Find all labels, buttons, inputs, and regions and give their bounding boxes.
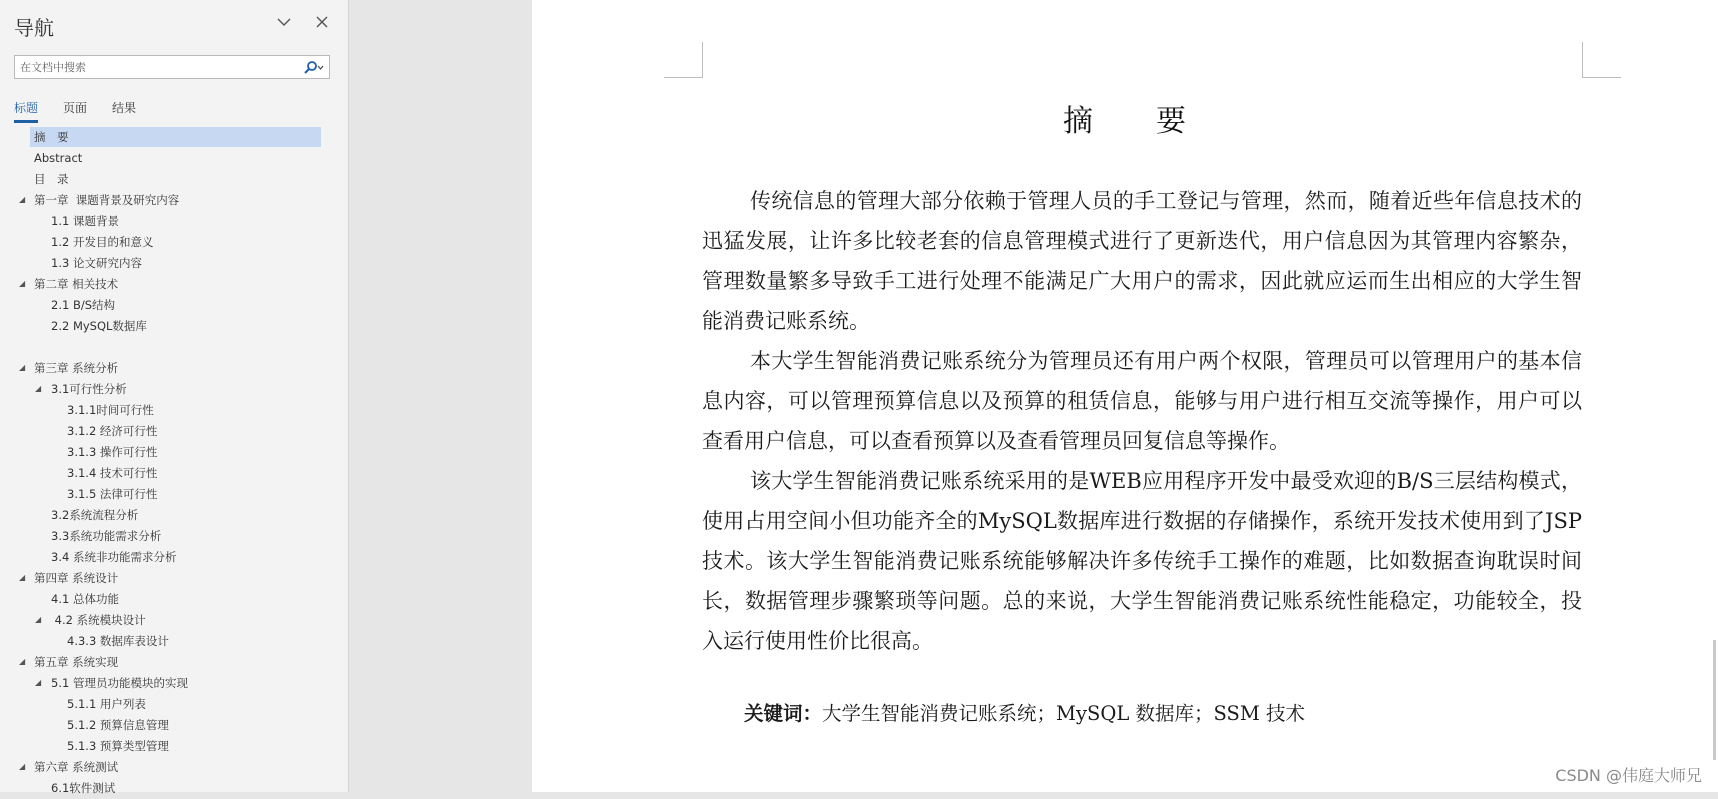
nav-item[interactable] (0, 568, 349, 589)
nav-item[interactable] (0, 190, 349, 211)
nav-item-label: 3.1.4 技术可行性 (67, 466, 158, 480)
nav-item-label: 3.1.1时间可行性 (67, 403, 154, 417)
chevron-down-icon (277, 17, 291, 27)
nav-item-label: 第四章 系统设计 (34, 571, 119, 585)
nav-item[interactable] (0, 274, 349, 295)
nav-item-label: 1.3 论文研究内容 (51, 256, 142, 270)
search-field[interactable] (14, 55, 330, 79)
tab-pages[interactable]: 页面 (63, 101, 88, 115)
expand-arrow-icon[interactable]: ◢ (19, 195, 26, 204)
nav-item[interactable] (0, 232, 349, 253)
nav-item[interactable] (0, 547, 349, 568)
nav-tabs (14, 99, 161, 123)
scrollbar-thumb[interactable] (1713, 640, 1716, 760)
expand-arrow-icon[interactable]: ◢ (35, 678, 42, 687)
tab-headings[interactable]: 标题 (14, 99, 38, 123)
nav-item-label: 5.1.3 预算类型管理 (67, 739, 169, 753)
nav-item-label: 3.2系统流程分析 (51, 508, 139, 522)
nav-item[interactable] (0, 631, 349, 652)
abstract-paragraph-3: 该大学生智能消费记账系统采用的是WEB应用程序开发中最受欢迎的B/S三层结构模式，使用占用空间小但功能齐全的MySQL数据库进行数据的存储操作，系统开发技术使用到了JSP技术。该大学生智能消费记账系统能够解决许多传统手工操作的难题，比如数据查询耽误时间长，数据管理步骤繁琐等问题。总的来说，大学生智能消费记账系统性能稳定，功能较全，投入运行使用性价比很高。 (702, 469, 1582, 653)
nav-item[interactable] (0, 463, 349, 484)
abstract-paragraph-1: 传统信息的管理大部分依赖于管理人员的手工登记与管理，然而，随着近些年信息技术的迅猛发展，让许多比较老套的信息管理模式进行了更新迭代，用户信息因为其管理内容繁杂，管理数量繁多导致手工进行处理不能满足广大用户的需求，因此就应运而生出相应的大学生智能消费记账系统。 (702, 189, 1582, 333)
document-scrollbar[interactable] (1706, 0, 1718, 792)
nav-item[interactable] (0, 694, 349, 715)
nav-item-label: 3.3系统功能需求分析 (51, 529, 162, 543)
nav-item-label: 2.2 MySQL数据库 (51, 319, 147, 333)
margin-corner-top-left (664, 42, 703, 78)
nav-item-label: 5.1.1 用户列表 (67, 697, 146, 711)
nav-item[interactable] (0, 778, 349, 799)
nav-item[interactable] (0, 316, 349, 337)
nav-item-label: 第六章 系统测试 (34, 760, 119, 774)
expand-arrow-icon[interactable]: ◢ (19, 573, 26, 582)
nav-options-button[interactable] (274, 12, 294, 32)
nav-item-label: 3.1可行性分析 (51, 382, 127, 396)
expand-arrow-icon[interactable]: ◢ (19, 762, 26, 771)
nav-item-label: 摘 要 (30, 127, 321, 147)
nav-item[interactable] (0, 673, 349, 694)
expand-arrow-icon[interactable]: ◢ (19, 363, 26, 372)
search-icon (303, 61, 325, 75)
nav-item-label: 目 录 (34, 172, 69, 186)
nav-item[interactable] (0, 253, 349, 274)
search-input[interactable] (20, 59, 290, 75)
nav-item[interactable] (0, 295, 349, 316)
nav-item-label: 5.1.2 预算信息管理 (67, 718, 169, 732)
tab-results[interactable]: 结果 (112, 101, 137, 115)
nav-item-label: 5.1 管理员功能模块的实现 (51, 676, 188, 690)
nav-item-label: 第二章 相关技术 (34, 277, 119, 291)
document-page (532, 0, 1718, 792)
navigation-pane (0, 0, 349, 795)
margin-corner-top-right (1582, 42, 1621, 78)
abstract-heading: 摘 要 (1063, 104, 1187, 139)
nav-item[interactable] (0, 379, 349, 400)
keywords-line (744, 698, 1305, 726)
nav-item-label: 4.3.3 数据库表设计 (67, 634, 169, 648)
watermark: CSDN @伟庭大师兄 (1555, 766, 1702, 785)
nav-item-label: 3.4 系统非功能需求分析 (51, 550, 177, 564)
nav-item-label: 3.1.2 经济可行性 (67, 424, 158, 438)
nav-item[interactable] (0, 358, 349, 379)
nav-item[interactable] (0, 715, 349, 736)
nav-item-label: 2.1 B/S结构 (51, 298, 116, 312)
nav-item[interactable] (0, 652, 349, 673)
nav-item[interactable] (0, 211, 349, 232)
nav-item-selected[interactable] (0, 127, 349, 148)
nav-item[interactable] (0, 610, 349, 631)
keywords-label: 关键词： (744, 702, 823, 725)
nav-item-label: 4.1 总体功能 (51, 592, 119, 606)
nav-item[interactable] (0, 148, 349, 169)
nav-item-label: 1.1 课题背景 (51, 214, 119, 228)
expand-arrow-icon[interactable]: ◢ (19, 657, 26, 666)
workspace-gap (349, 0, 532, 792)
nav-item[interactable] (0, 169, 349, 190)
nav-title: 导航 (14, 16, 54, 40)
nav-item[interactable] (0, 757, 349, 778)
nav-item-label: 3.1.3 操作可行性 (67, 445, 158, 459)
nav-item[interactable] (0, 400, 349, 421)
nav-item-label: 第五章 系统实现 (34, 655, 119, 669)
search-button[interactable] (301, 59, 327, 76)
nav-item[interactable] (0, 589, 349, 610)
nav-item-label: 3.1.5 法律可行性 (67, 487, 158, 501)
nav-item[interactable] (0, 484, 349, 505)
nav-close-button[interactable] (312, 12, 332, 32)
nav-item-label: 6.1软件测试 (51, 781, 116, 795)
nav-item[interactable] (0, 526, 349, 547)
nav-item[interactable] (0, 442, 349, 463)
nav-item-label: 4.2 系统模块设计 (51, 613, 146, 627)
expand-arrow-icon[interactable]: ◢ (19, 279, 26, 288)
nav-item[interactable] (0, 421, 349, 442)
nav-item[interactable] (0, 505, 349, 526)
keywords-text: 大学生智能消费记账系统；MySQL 数据库；SSM 技术 (822, 702, 1306, 725)
nav-item-label: Abstract (34, 151, 83, 165)
nav-item[interactable] (0, 736, 349, 757)
abstract-paragraph-2: 本大学生智能消费记账系统分为管理员还有用户两个权限，管理员可以管理用户的基本信息内容，可以管理预算信息以及预算的租赁信息，能够与用户进行相互交流等操作，用户可以查看用户信息，可以查看预算以及查看管理员回复信息等操作。 (702, 349, 1582, 453)
nav-item-label: 第一章 课题背景及研究内容 (34, 193, 180, 207)
nav-item[interactable] (0, 337, 349, 358)
expand-arrow-icon[interactable]: ◢ (35, 615, 42, 624)
close-icon (316, 16, 328, 28)
nav-item-label: 1.2 开发目的和意义 (51, 235, 154, 249)
nav-item-label: 第三章 系统分析 (34, 361, 119, 375)
expand-arrow-icon[interactable]: ◢ (35, 384, 42, 393)
